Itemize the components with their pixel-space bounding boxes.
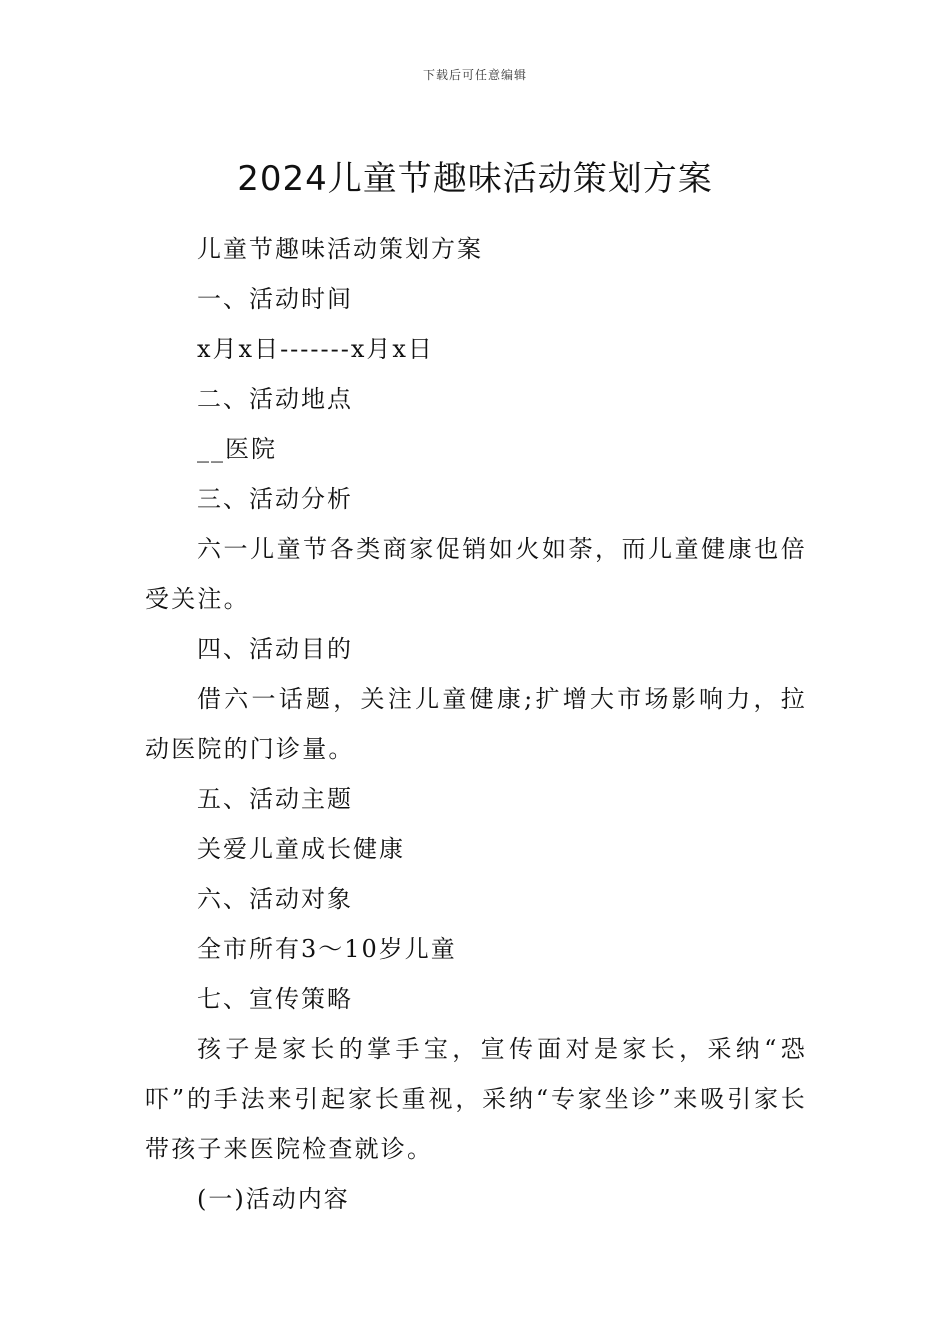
document-title: 2024儿童节趣味活动策划方案 [237, 158, 713, 199]
paragraph-activity-theme: 关爱儿童成长健康 [197, 835, 405, 863]
heading-activity-content: (一)活动内容 [197, 1185, 350, 1213]
heading-activity-location: 二、活动地点 [197, 385, 353, 413]
paragraph-activity-location: __医院 [197, 435, 277, 463]
paragraph-activity-analysis: 六一儿童节各类商家促销如火如荼，而儿童健康也倍受关注。 [145, 535, 807, 613]
heading-activity-time: 一、活动时间 [197, 285, 353, 313]
heading-promotion-strategy: 七、宣传策略 [197, 985, 353, 1013]
heading-activity-theme: 五、活动主题 [197, 785, 353, 813]
paragraph-promotion-strategy: 孩子是家长的掌手宝，宣传面对是家长，采纳“恐吓”的手法来引起家长重视，采纳“专家坐诊”来吸引家长带孩子来医院检查就诊。 [145, 1035, 807, 1163]
header-note: 下载后可任意编辑 [422, 68, 527, 82]
heading-activity-analysis: 三、活动分析 [197, 485, 353, 513]
paragraph-activity-purpose: 借六一话题，关注儿童健康;扩增大市场影响力，拉动医院的门诊量。 [145, 685, 807, 763]
heading-activity-purpose: 四、活动目的 [197, 635, 353, 663]
paragraph-activity-target: 全市所有3～10岁儿童 [197, 935, 457, 963]
heading-activity-target: 六、活动对象 [197, 885, 353, 913]
document-body [145, 224, 807, 1224]
paragraph-subtitle: 儿童节趣味活动策划方案 [197, 235, 483, 263]
paragraph-activity-time: x月x日-------x月x日 [197, 335, 434, 363]
